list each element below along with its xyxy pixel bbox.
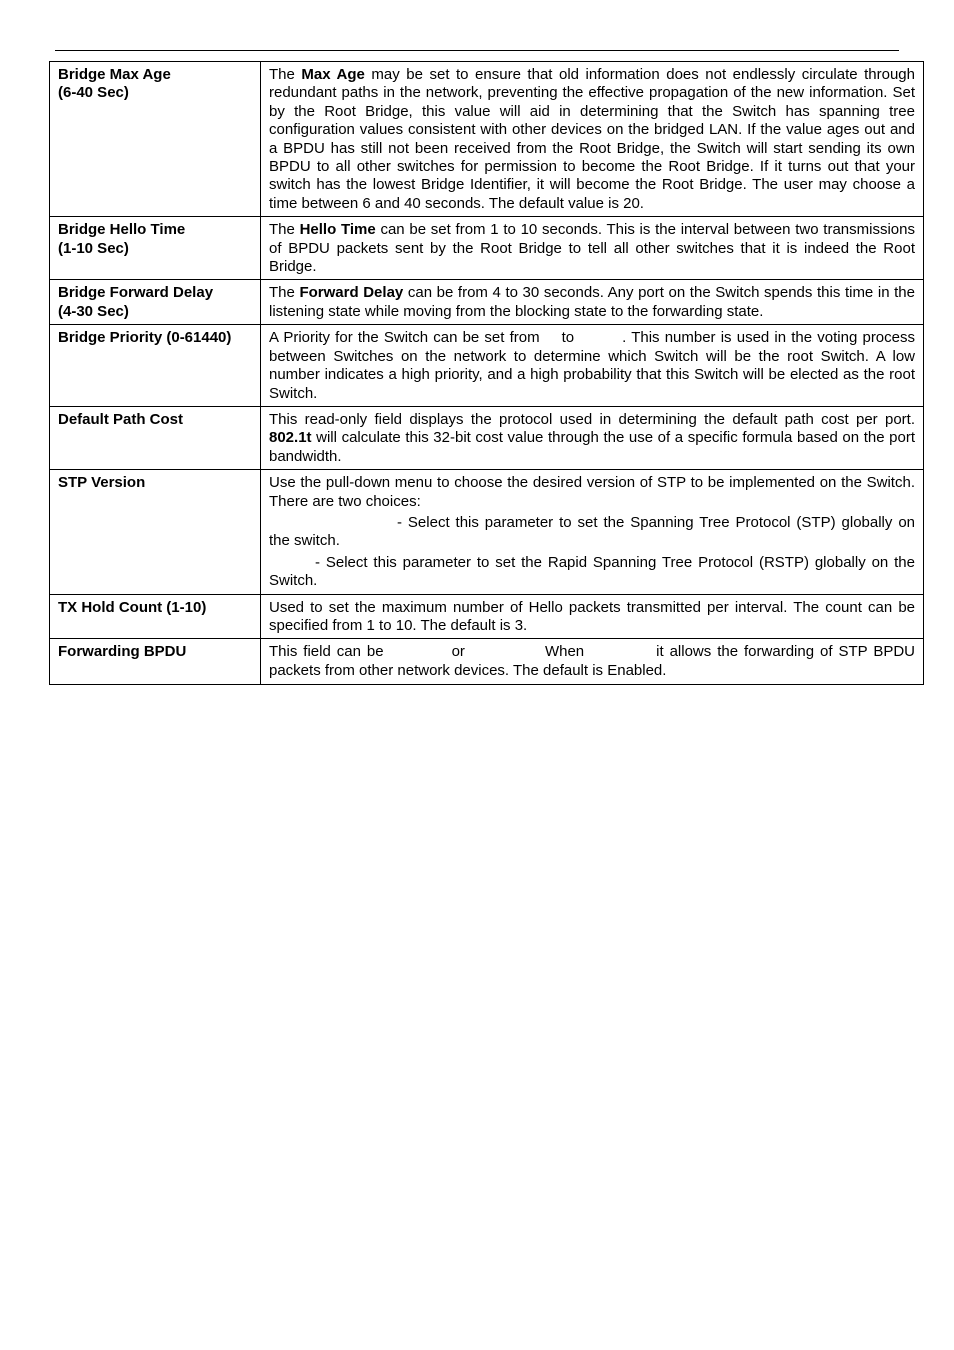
param-name-cell [50, 639, 261, 685]
param-range: (4-30 Sec) [58, 302, 129, 320]
stp-option: - Select this parameter to set the Spanning Tree Protocol (STP) globally on the switch. [269, 513, 915, 550]
bold-term: 802.1t [269, 429, 312, 447]
param-name: Forwarding BPDU [58, 643, 187, 661]
param-description: The Max Age may be set to ensure that old information does not endlessly circulate through redundant paths in the network, preventing the effective propagation of the new information. Set by the Root Bridge, this value will aid in determining that the Switch has spanning tree configuration values consistent with other devices on the bridged LAN. If the value ages out and a BPDU has still not been received from the Root Bridge, the Switch will start sending its own BPDU to all other switches for permission to become the Root Bridge. If it turns out that your switch has the lowest Bridge Identifier, it will become the Root Bridge. The user may choose a time between 6 and 40 seconds. The default value is 20. [261, 62, 924, 217]
table-row [50, 280, 924, 325]
param-name: STP Version [58, 474, 146, 492]
header-rule [55, 50, 899, 51]
table-row [50, 594, 924, 639]
param-name: Default Path Cost [58, 410, 184, 428]
bold-term: Max Age [301, 66, 365, 83]
param-description [261, 470, 924, 594]
param-name-cell [50, 406, 261, 469]
param-name-cell [50, 280, 261, 325]
param-name: Bridge Priority (0-61440) [58, 329, 232, 347]
param-name: Bridge Hello Time [58, 221, 186, 239]
table-row [50, 470, 924, 594]
param-description: This read-only field displays the protocol used in determining the default path cost per port. 802.1t will calculate this 32-bit cost value through the use of a specific formula based on the port bandwidth. [261, 406, 924, 469]
param-range: (1-10 Sec) [58, 239, 129, 257]
bold-term: Hello Time [299, 221, 376, 239]
param-description: Used to set the maximum number of Hello packets transmitted per interval. The count can be specified from 1 to 10. The default is 3. [261, 594, 924, 639]
param-name: Bridge Max Age [58, 66, 171, 83]
param-name-cell [50, 594, 261, 639]
param-name-cell [50, 217, 261, 280]
table-row [50, 62, 924, 217]
param-description: The Forward Delay can be from 4 to 30 seconds. Any port on the Switch spends this time in the listening state while moving from the blocking state to the forwarding state. [261, 280, 924, 325]
rstp-option: - Select this parameter to set the Rapid Spanning Tree Protocol (RSTP) globally on the Switch. [269, 553, 915, 590]
table-row [50, 639, 924, 685]
param-name-cell [50, 470, 261, 594]
stp-intro: Use the pull-down menu to choose the desired version of STP to be implemented on the Switch. There are two choices: [269, 474, 915, 510]
param-name: Bridge Forward Delay [58, 284, 214, 302]
param-name-cell [50, 325, 261, 407]
param-description: This field can be or When it allows the forwarding of STP BPDU packets from other network devices. The default is Enabled. [261, 639, 924, 685]
table-row [50, 217, 924, 280]
table-row [50, 406, 924, 469]
param-range: (6-40 Sec) [58, 84, 129, 102]
bold-term: Forward Delay [299, 284, 404, 302]
param-name-cell [50, 62, 261, 217]
parameter-table [49, 61, 924, 685]
param-description: A Priority for the Switch can be set from to . This number is used in the voting process between Switches on the network to determine which Switch will be the root Switch. A low number indicates a high priority, and a high probability that this Switch will be elected as the root Switch. [261, 325, 924, 407]
param-name: TX Hold Count (1-10) [58, 598, 207, 616]
param-description: The Hello Time can be set from 1 to 10 seconds. This is the interval between two transmissions of BPDU packets sent by the Root Bridge to tell all other switches that it is indeed the Root Bridge. [261, 217, 924, 280]
table-row [50, 325, 924, 407]
